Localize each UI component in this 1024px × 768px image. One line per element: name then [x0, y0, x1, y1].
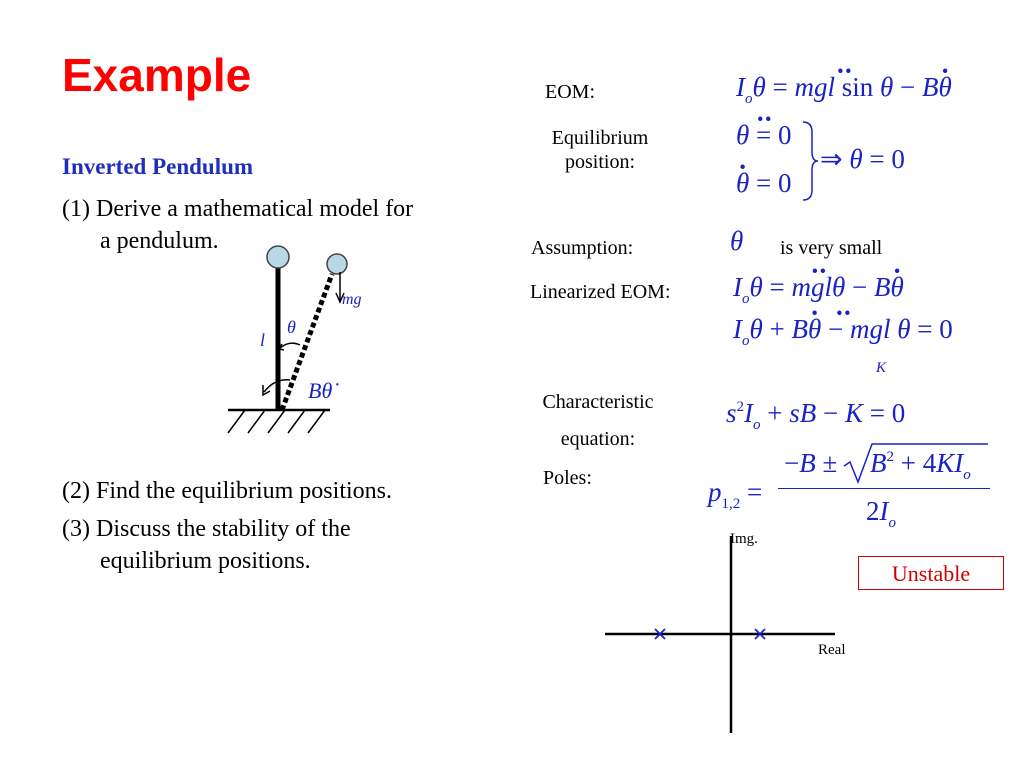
- length-label: l: [260, 330, 266, 350]
- eom-label: EOM:: [545, 81, 595, 103]
- angle-label: θ: [287, 317, 296, 337]
- tilted-bob: [327, 254, 347, 274]
- mass-label: mg: [342, 291, 362, 308]
- linearized-eq-2: $I_o\cdot\cdot \theta + B\cdot \theta$ − mgl θ = 0: [733, 314, 953, 345]
- item-1-line-1: (1) Derive a mathematical model for: [62, 196, 414, 222]
- assumption-label: Assumption:: [531, 237, 634, 259]
- stability-verdict: Unstable: [858, 556, 1004, 590]
- equilibrium-eq-1: ·· θ = 0: [736, 120, 792, 151]
- poles-label: Poles:: [543, 467, 592, 489]
- item-2-line-1: (2) Find the equilibrium positions.: [62, 478, 392, 504]
- pendulum-diagram: [220, 240, 380, 440]
- item-1-line-2: a pendulum.: [100, 228, 219, 255]
- poles-numerator: −B ±: [784, 448, 838, 478]
- characteristic-label-1: Characteristic: [542, 391, 654, 413]
- linearized-eq-1: $I_o\cdot\cdot \theta = mgl\theta - B\cdot \theta$: [733, 272, 904, 303]
- item-3: [62, 513, 502, 578]
- equilibrium-label-2: position:: [564, 151, 635, 173]
- linearized-label: Linearized EOM:: [530, 281, 671, 303]
- pendulum-bob: [267, 246, 289, 268]
- assumption-symbol: θ: [730, 226, 744, 256]
- eom-equation: $I_o\cdot\cdot \theta$ = mgl sin θ − B· θ: [736, 72, 952, 103]
- poles-radicand: $B^2 + 4KI_o$: [870, 448, 971, 483]
- equilibrium-result: ⇒ θ = 0: [820, 144, 905, 174]
- equilibrium-label: [537, 126, 663, 174]
- slide-title: Example: [62, 49, 252, 101]
- angle-arc: [280, 343, 300, 348]
- equilibrium-eq-2: · θ = 0: [736, 168, 792, 199]
- k-label: K: [876, 360, 887, 376]
- imag-axis-label: Img.: [730, 531, 758, 547]
- poles-lhs: $p_{1,2}$ =: [708, 477, 763, 512]
- real-axis-label: Real: [818, 642, 846, 658]
- item-2: [62, 475, 502, 507]
- pole-plot: [600, 530, 860, 740]
- fraction-bar: [778, 488, 990, 489]
- ground-hatch: [228, 410, 325, 433]
- characteristic-label-2: equation:: [560, 428, 636, 450]
- equilibrium-label-1: Equilibrium: [551, 127, 649, 149]
- damping-label: Bθ̇: [308, 378, 333, 403]
- characteristic-label: [527, 384, 669, 458]
- item-3-line-2: equilibrium positions.: [100, 548, 311, 575]
- subheading: Inverted Pendulum: [62, 154, 254, 179]
- equilibrium-brace: [800, 120, 820, 202]
- characteristic-equation: $s^2I_o$ + sB − K = 0: [726, 398, 906, 433]
- poles-denominator: $2I_o$: [866, 496, 896, 531]
- item-3-line-1: (3) Discuss the stability of the: [62, 516, 351, 542]
- assumption-text: is very small: [780, 237, 883, 259]
